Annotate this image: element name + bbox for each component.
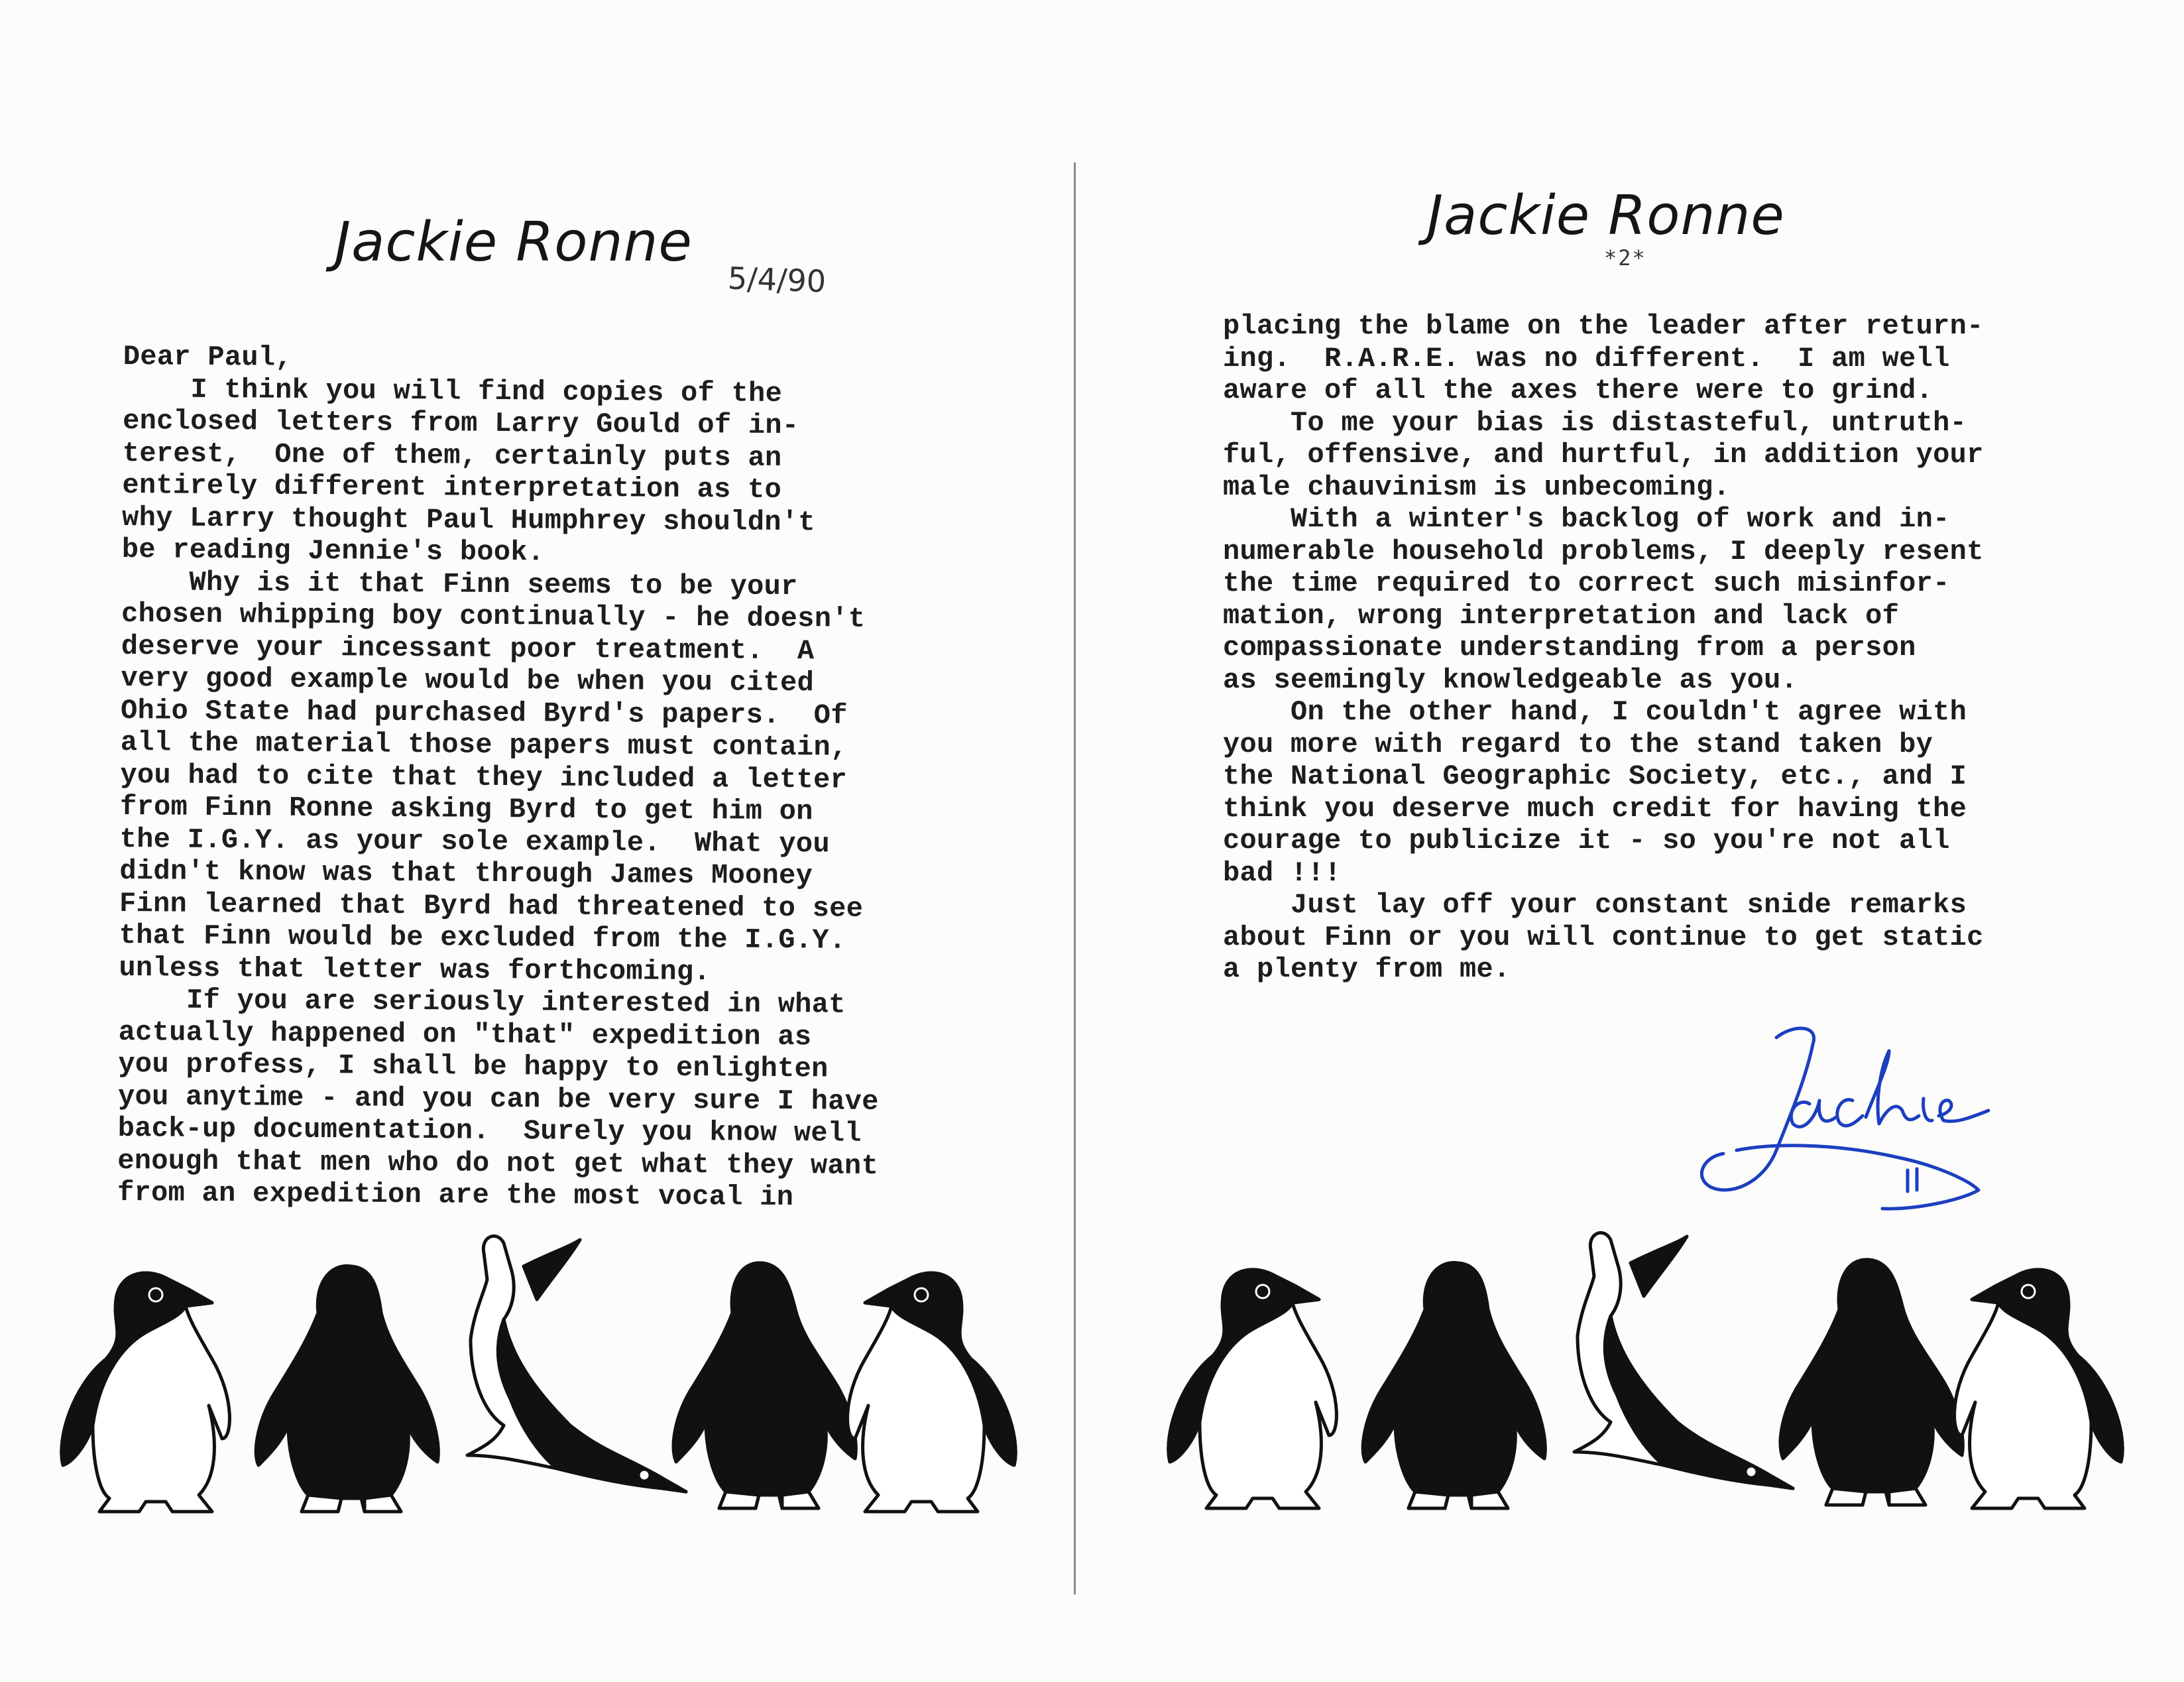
typed-line: ful, offensive, and hurtful, in addition your xyxy=(1223,439,1984,471)
typed-line: Dear Paul, xyxy=(123,341,293,374)
typed-line: ing. R.A.R.E. was no different. I am well xyxy=(1223,342,1950,375)
typed-line: mation, wrong interpretation and lack of xyxy=(1223,599,1900,632)
penguin-icon xyxy=(1574,1232,1793,1488)
typed-line: unless that letter was forthcoming. xyxy=(119,951,711,988)
letter-body-continued xyxy=(1223,310,1984,986)
typed-line: why Larry thought Paul Humphrey shouldn't xyxy=(121,501,815,538)
typed-line: as seemingly knowledgeable as you. xyxy=(1223,664,1798,696)
penguin-icon xyxy=(1169,1270,1337,1508)
penguin-icon xyxy=(467,1236,686,1492)
typed-line: a plenty from me. xyxy=(1223,953,1511,985)
letter-date: 5/4/90 xyxy=(727,260,827,300)
penguin-icon xyxy=(848,1273,1016,1512)
penguin-icon xyxy=(1363,1263,1545,1508)
typed-line: all the material those papers must contain, xyxy=(120,726,848,764)
typed-line: very good example would be when you cited xyxy=(121,662,815,699)
typed-line: the time required to correct such misinfor- xyxy=(1223,568,1950,599)
letter-body xyxy=(117,341,884,1214)
penguin-border-illustration xyxy=(1153,1223,2161,1528)
typed-line: aware of all the axes there were to grind. xyxy=(1223,375,1933,406)
typed-line: I think you will find copies of the xyxy=(123,373,783,410)
typed-line: To me your bias is distasteful, untruth- xyxy=(1223,406,1967,439)
typed-line: male chauvinism is unbecoming. xyxy=(1223,471,1731,503)
typed-line: entirely different interpretation as to xyxy=(122,469,782,506)
typed-line: numerable household problems, I deeply resent xyxy=(1223,535,1984,568)
typed-line: you profess, I shall be happy to enlighten xyxy=(118,1048,829,1085)
typed-line: didn't know was that through James Mooney xyxy=(119,855,813,892)
letter-page-1 xyxy=(0,0,1074,1682)
typed-line: enclosed letters from Larry Gould of in- xyxy=(122,404,799,442)
typed-line: On the other hand, I couldn't agree with xyxy=(1223,696,1967,728)
typed-line: back-up documentation. Surely you know well xyxy=(117,1112,862,1150)
typed-line: deserve your incessant poor treatment. A xyxy=(121,630,815,667)
letterhead-name: Jackie Ronne xyxy=(335,211,693,274)
typed-line: courage to publicize it - so you're not all xyxy=(1223,825,1950,857)
letterhead-name: Jackie Ronne xyxy=(1427,184,1785,247)
penguin-icon xyxy=(62,1273,230,1512)
page-number: *2* xyxy=(1604,245,1646,270)
typed-line: from an expedition are the most vocal in xyxy=(117,1176,794,1214)
typed-line: you more with regard to the stand taken by xyxy=(1223,728,1933,760)
typed-line: about Finn or you will continue to get static xyxy=(1223,921,1984,953)
typed-line: Just lay off your constant snide remarks xyxy=(1223,889,1967,921)
typed-line: you had to cite that they included a letter xyxy=(120,758,848,796)
penguin-border-illustration xyxy=(46,1227,1054,1532)
typed-line: you anytime - and you can be very sure I have xyxy=(117,1080,879,1118)
typed-line: be reading Jennie's book. xyxy=(121,533,545,569)
typed-line: chosen whipping boy continually - he doesn't xyxy=(121,597,866,635)
penguin-icon xyxy=(1780,1260,1963,1505)
typed-line: placing the blame on the leader after return- xyxy=(1223,310,1984,342)
typed-line: With a winter's backlog of work and in- xyxy=(1223,503,1950,535)
typed-line: actually happened on "that" expedition as xyxy=(118,1016,812,1053)
typed-line: the I.G.Y. as your sole example. What you xyxy=(119,823,831,860)
penguin-icon xyxy=(673,1263,856,1508)
typed-line: terest, One of them, certainly puts an xyxy=(122,437,782,474)
handwritten-signature xyxy=(1677,1018,1995,1223)
typed-line: bad !!! xyxy=(1223,857,1342,889)
typed-line: from Finn Ronne asking Byrd to get him on xyxy=(119,790,813,828)
typed-line: Why is it that Finn seems to be your xyxy=(121,566,798,603)
penguin-icon xyxy=(1955,1270,2123,1508)
typed-line: Ohio State had purchased Byrd's papers. Of xyxy=(120,694,848,732)
typed-line: think you deserve much credit for having the xyxy=(1223,792,1967,825)
typed-line: Finn learned that Byrd had threatened to see xyxy=(119,887,864,925)
penguin-icon xyxy=(256,1266,438,1512)
typed-line: enough that men who do not get what they want xyxy=(117,1144,879,1182)
typed-line: that Finn would be excluded from the I.G.Y. xyxy=(119,919,846,957)
typed-line: If you are seriously interested in what xyxy=(118,983,846,1021)
typed-line: compassionate understanding from a person xyxy=(1223,632,1916,664)
typed-line: the National Geographic Society, etc., and I xyxy=(1223,760,1967,792)
